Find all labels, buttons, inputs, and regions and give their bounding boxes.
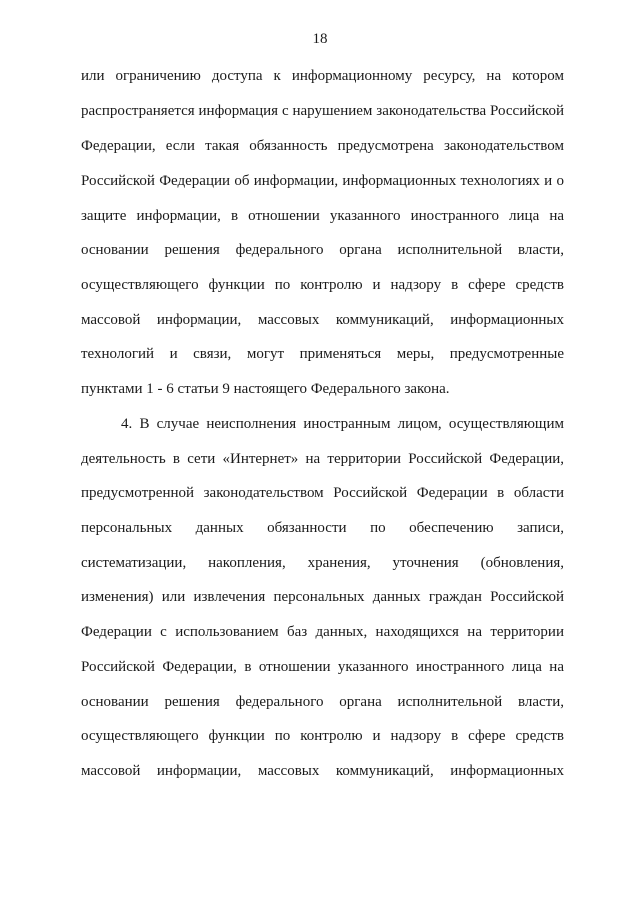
body-line-18: Российской Федерации, в отношении указанного иностранного лица на <box>81 659 564 675</box>
body-line-10: пунктами 1 - 6 статьи 9 настоящего Федерального закона. <box>81 381 450 397</box>
body-line-13: предусмотренной законодательством Российской Федерации в области <box>81 485 564 501</box>
body-line-4: Российской Федерации об информации, информационных технологиях и о <box>81 173 564 189</box>
body-line-12: деятельность в сети «Интернет» на территории Российской Федерации, <box>81 451 564 467</box>
body-line-14: персональных данных обязанности по обеспечению записи, <box>81 520 564 536</box>
body-line-19: основании решения федерального органа исполнительной власти, <box>81 694 564 710</box>
body-line-16: изменения) или извлечения персональных данных граждан Российской <box>81 589 564 605</box>
page-number: 18 <box>312 31 328 47</box>
body-line-1: или ограничению доступа к информационному ресурсу, на котором <box>81 68 564 84</box>
body-line-15: систематизации, накопления, хранения, уточнения (обновления, <box>81 555 564 571</box>
body-line-3: Федерации, если такая обязанность предусмотрена законодательством <box>81 138 564 154</box>
body-line-21: массовой информации, массовых коммуникаций, информационных <box>81 763 564 779</box>
body-line-5: защите информации, в отношении указанного иностранного лица на <box>81 208 564 224</box>
body-line-17: Федерации с использованием баз данных, находящихся на территории <box>81 624 564 640</box>
body-line-9: технологий и связи, могут применяться меры, предусмотренные <box>81 346 564 362</box>
body-line-6: основании решения федерального органа исполнительной власти, <box>81 242 564 258</box>
body-line-20: осуществляющего функции по контролю и надзору в сфере средств <box>81 728 564 744</box>
body-line-7: осуществляющего функции по контролю и надзору в сфере средств <box>81 277 564 293</box>
body-line-11: 4. В случае неисполнения иностранным лицом, осуществляющим <box>121 416 564 432</box>
body-line-2: распространяется информация с нарушением законодательства Российской <box>81 103 564 119</box>
body-line-8: массовой информации, массовых коммуникаций, информационных <box>81 312 564 328</box>
